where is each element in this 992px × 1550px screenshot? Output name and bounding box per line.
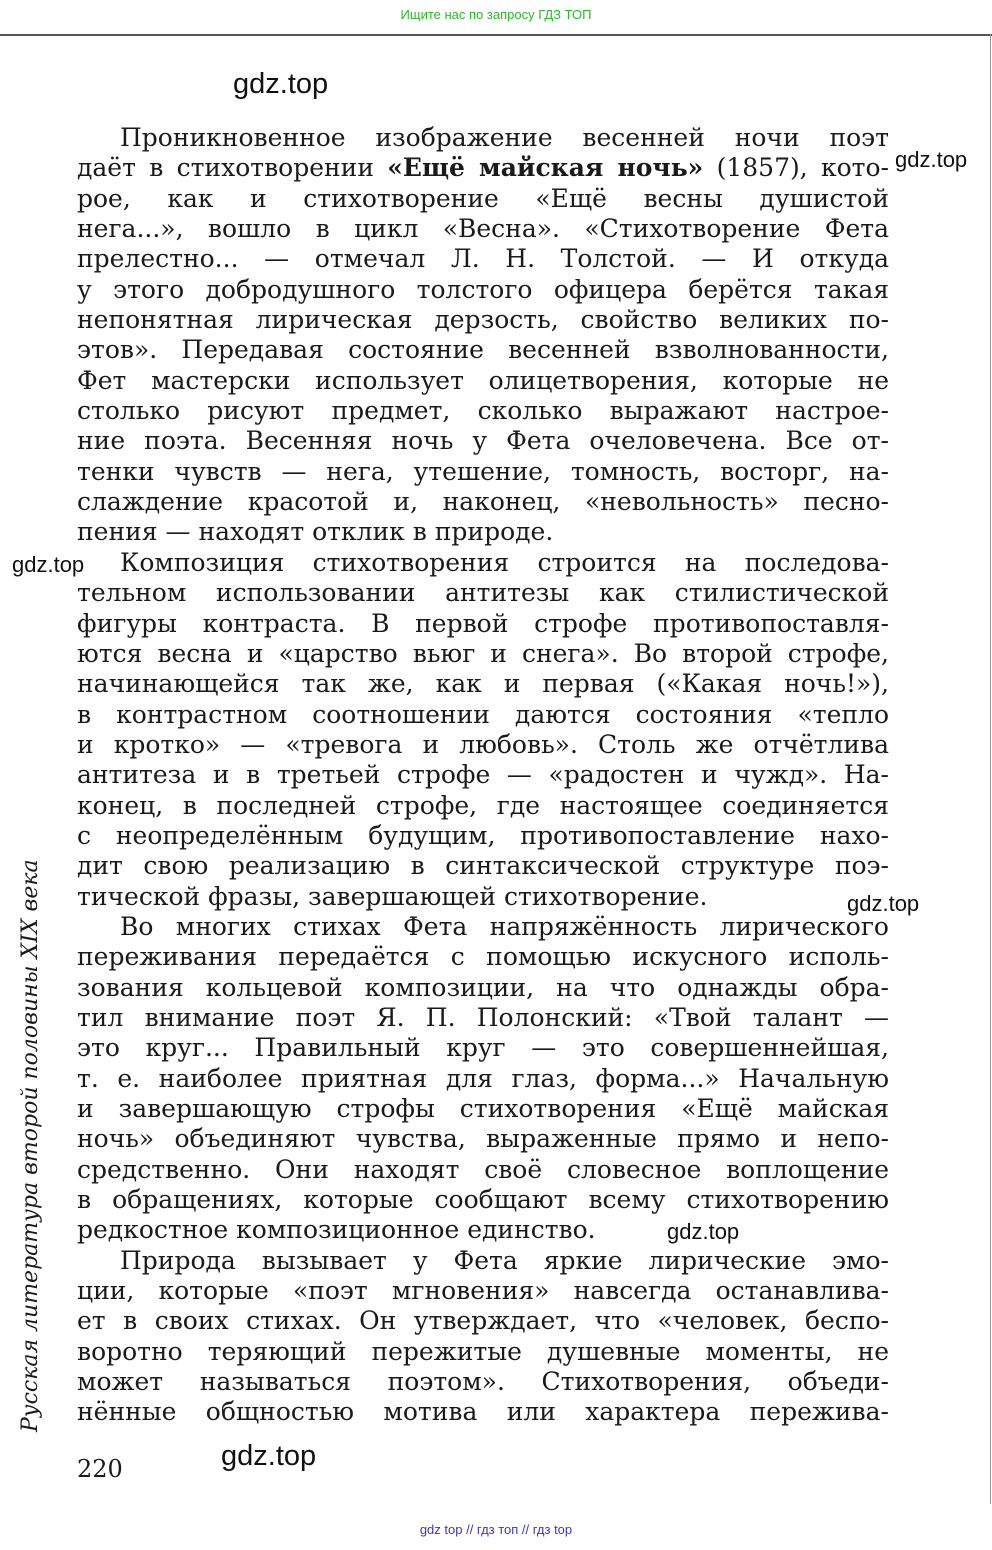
text-line: слаждение красотой и, наконец, «невольность» песно-: [77, 487, 889, 517]
text-line: Композиция стихотворения строится на последова-: [120, 547, 889, 577]
text-line: ции, которые «поэт мгновения» навсегда останавлива-: [77, 1276, 889, 1306]
text-line: нённые общностью мотива или характера пережива-: [77, 1397, 889, 1427]
text-line: тической фразы, завершающей стихотворение.: [77, 881, 708, 911]
watermark: gdz.top: [895, 147, 968, 172]
text-line: тельном использовании антитезы как стилистической: [77, 578, 889, 608]
text-line: редкостное композиционное единство.: [77, 1215, 596, 1245]
text-line: переживания передаётся с помощью искусного исполь-: [77, 942, 889, 972]
text-line: и завершающую строфы стихотворения «Ещё майская: [77, 1094, 889, 1123]
text-line: тил внимание поэт Я. П. Полонский: «Твой талант —: [77, 1002, 889, 1032]
text-line: фигуры контраста. В первой строфе противопоставля-: [77, 608, 889, 638]
text-line: этов». Передавая состояние весенней взволнованности,: [77, 335, 889, 365]
body-text: [77, 123, 889, 1428]
text-line: Фет мастерски использует олицетворения, которые не: [77, 365, 889, 395]
text-line: Во многих стихах Фета напряжённость лирического: [120, 911, 889, 941]
text-line: даёт в стихотворении «Ещё майская ночь» (1857), кото-: [77, 153, 889, 183]
text-line: тенки чувств — нега, утешение, томность, восторг, на-: [77, 456, 889, 486]
text-line: дит свою реализацию в синтаксической структуре поэ-: [77, 851, 889, 881]
text-line: это круг... Правильный круг — это совершеннейшая,: [77, 1033, 889, 1063]
text-line: т. е. наиболее приятная для глаз, форма...» Начальную: [77, 1063, 889, 1093]
text-line: антитеза и в третьей строфе — «радостен и чужд». На-: [77, 760, 889, 790]
text-line: начинающейся так же, как и первая («Какая ночь!»),: [77, 669, 889, 699]
text-line: ночь» объединяют чувства, выраженные прямо и непо-: [77, 1124, 889, 1154]
text-line: непонятная лирическая дерзость, свойство великих по-: [77, 305, 889, 335]
watermark: gdz.top: [12, 552, 85, 577]
poem-title-bold: «Ещё майская ночь»: [387, 153, 704, 183]
page-number: 220: [77, 1455, 123, 1483]
text-line: может называться поэтом». Стихотворения, объеди-: [77, 1367, 889, 1397]
right-border: [990, 34, 991, 1504]
text-line: столько рисуют предмет, сколько выражают настрое-: [77, 396, 889, 426]
text-line: Проникновенное изображение весенней ночи поэт: [120, 123, 889, 152]
text-line: конец, в последней строфе, где настоящее соединяется: [77, 790, 889, 820]
watermark: gdz.top: [233, 68, 329, 100]
text-line: ет в своих стихах. Он утверждает, что «человек, беспо-: [77, 1306, 889, 1336]
text-line: прелестно... — отмечал Л. Н. Толстой. — И откуда: [77, 244, 889, 274]
text-line: в обращениях, которые сообщают всему стихотворению: [77, 1185, 889, 1215]
text-line: воротно теряющий пережитые душевные моменты, не: [77, 1336, 889, 1366]
text-line: и кротко» — «тревога и любовь». Столь же отчётлива: [77, 729, 889, 759]
text-line: нега...», вошло в цикл «Весна». «Стихотворение Фета: [77, 214, 889, 244]
text-line: рое, как и стихотворение «Ещё весны душистой: [77, 183, 889, 213]
text-line: Природа вызывает у Фета яркие лирические эмо-: [120, 1245, 889, 1275]
text-line: у этого добродушного толстого офицера берётся такая: [77, 274, 889, 304]
text-line: средственно. Они находят своё словесное воплощение: [77, 1154, 889, 1184]
text-line: пения — находят отклик в природе.: [77, 517, 554, 547]
text-line: с неопределённым будущим, противопоставление нахо-: [77, 820, 889, 850]
watermark: gdz.top: [667, 1219, 740, 1244]
watermark: gdz.top: [221, 1440, 317, 1472]
text-line: ются весна и «царство вьюг и снега». Во второй строфе,: [77, 638, 889, 668]
top-divider: [0, 34, 992, 36]
text-line: в контрастном соотношении даются состояния «тепло: [77, 699, 889, 729]
text-line: зования кольцевой композиции, на что однажды обра-: [77, 972, 889, 1002]
watermark: gdz.top: [847, 891, 920, 916]
running-head-vertical: Русская литература второй половины XIX века: [18, 859, 43, 1432]
footer-links: gdz top // гдз топ // гдз top: [419, 1522, 573, 1537]
top-banner: Ищите нас по запросу ГДЗ ТОП: [400, 7, 592, 22]
text-line: ние поэта. Весенняя ночь у Фета очеловечена. Все от-: [77, 426, 889, 456]
